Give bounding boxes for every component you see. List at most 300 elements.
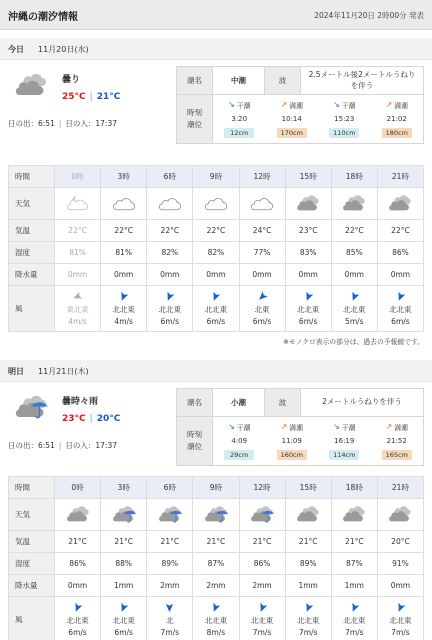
hour-cell bbox=[101, 477, 147, 499]
wind-speed: 7m/s bbox=[160, 628, 180, 637]
humidity-value: 88% bbox=[115, 559, 133, 568]
arrow-down-right-icon: ↘ bbox=[333, 100, 340, 110]
precipitation-cell bbox=[331, 575, 377, 597]
tide-event bbox=[318, 95, 371, 143]
day-label: 今日 bbox=[8, 45, 24, 54]
row-label bbox=[9, 242, 55, 264]
wind-cell bbox=[377, 597, 423, 640]
hour-cell bbox=[331, 166, 377, 188]
row-label-text: 天気 bbox=[15, 510, 30, 519]
cloud-outline-icon bbox=[101, 194, 146, 214]
precipitation-value: 0mm bbox=[252, 270, 272, 279]
wind-direction: 北東 bbox=[254, 305, 270, 314]
precipitation-value: 2mm bbox=[252, 581, 272, 590]
tide-time: 21:02 bbox=[386, 114, 407, 123]
temperature-value: 21°C bbox=[114, 537, 133, 546]
tide-event bbox=[318, 417, 371, 465]
wind-speed: 7m/s bbox=[391, 628, 410, 637]
tide-name-text: 小潮 bbox=[231, 398, 246, 407]
hour-cell bbox=[147, 477, 193, 499]
tide-time: 11:09 bbox=[281, 436, 302, 445]
wind-arrow-icon bbox=[72, 602, 83, 613]
wind-cell bbox=[193, 286, 239, 332]
wind-cell bbox=[101, 597, 147, 640]
hour-value: 6時 bbox=[163, 172, 176, 181]
humidity-cell bbox=[377, 242, 423, 264]
humidity-cell bbox=[331, 553, 377, 575]
wind-arrow-icon bbox=[118, 602, 129, 613]
tide-time: 21:52 bbox=[386, 436, 407, 445]
wind-direction: 北北東 bbox=[389, 616, 412, 625]
wave-label-text: 波 bbox=[278, 76, 287, 85]
wind-direction: 北北東 bbox=[296, 305, 320, 314]
row-precipitation bbox=[9, 264, 424, 286]
day-weather-name: 曇時々雨 bbox=[62, 397, 99, 407]
row-label-text: 降水量 bbox=[15, 270, 38, 279]
temperature-cell bbox=[239, 220, 285, 242]
temperature-value: 22°C bbox=[68, 226, 87, 235]
wave-label bbox=[265, 67, 301, 95]
wind-speed: 7m/s bbox=[298, 628, 318, 637]
humidity-value: 81% bbox=[69, 248, 86, 257]
low-temp: 20°C bbox=[96, 414, 121, 424]
humidity-value: 83% bbox=[299, 248, 317, 257]
hour-value: 6時 bbox=[163, 483, 176, 492]
arrow-down-right-icon: ↘ bbox=[333, 422, 340, 432]
precipitation-cell bbox=[239, 575, 285, 597]
temperature-value: 22°C bbox=[391, 226, 410, 235]
arrow-up-right-icon: ↗ bbox=[385, 422, 393, 432]
wind-arrow-icon bbox=[257, 602, 268, 613]
hour-value: 0時 bbox=[71, 172, 84, 181]
weather-cell bbox=[331, 499, 377, 531]
humidity-cell bbox=[377, 553, 423, 575]
sun-separator: | bbox=[58, 441, 62, 450]
row-label bbox=[9, 220, 55, 242]
precipitation-cell bbox=[101, 575, 147, 597]
row-wind bbox=[9, 286, 424, 332]
wave-label bbox=[265, 389, 301, 417]
temperature-cell bbox=[331, 531, 377, 553]
hour-cell bbox=[377, 477, 423, 499]
wind-arrow-icon bbox=[118, 291, 129, 302]
wind-arrow-icon bbox=[349, 602, 360, 613]
wind-arrow-icon bbox=[349, 291, 360, 302]
precipitation-value: 0mm bbox=[206, 270, 226, 279]
wind-cell bbox=[147, 597, 193, 640]
temperature-cell bbox=[377, 220, 423, 242]
temperature-cell bbox=[239, 531, 285, 553]
wind-cell bbox=[239, 286, 285, 332]
hour-cell bbox=[377, 166, 423, 188]
title-bar bbox=[0, 0, 432, 30]
cloud-outline-icon bbox=[193, 194, 238, 214]
humidity-cell bbox=[285, 242, 331, 264]
weather-cell bbox=[193, 499, 239, 531]
temp-separator: | bbox=[89, 414, 93, 424]
temperature-cell bbox=[285, 531, 331, 553]
wave-label-text: 波 bbox=[278, 398, 287, 407]
issued-timestamp: 2024年11月20日 2時00分 発表 bbox=[314, 11, 424, 20]
temperature-value: 23°C bbox=[298, 226, 318, 235]
tide-time: 16:19 bbox=[334, 436, 355, 445]
tide-type bbox=[386, 100, 408, 110]
arrow-up-right-icon: ↗ bbox=[280, 100, 288, 110]
wind-arrow-icon bbox=[164, 291, 175, 302]
humidity-cell bbox=[101, 242, 147, 264]
humidity-cell bbox=[193, 242, 239, 264]
tide-event bbox=[213, 417, 266, 465]
tide-time-level-label bbox=[177, 417, 213, 466]
humidity-cell bbox=[331, 242, 377, 264]
humidity-value: 89% bbox=[299, 559, 317, 568]
wind-direction: 北北東 bbox=[296, 616, 320, 625]
weather-cell bbox=[239, 499, 285, 531]
cloud-moon-icon bbox=[55, 194, 100, 214]
hour-value: 18時 bbox=[345, 172, 363, 181]
humidity-value: 82% bbox=[207, 248, 225, 257]
sunset-label: 日の入： bbox=[65, 119, 96, 128]
tide-level: 160cm bbox=[277, 450, 307, 460]
wind-cell bbox=[55, 286, 101, 332]
wave-value bbox=[301, 67, 424, 95]
tide-name-label-text: 潮名 bbox=[187, 76, 202, 85]
precipitation-cell bbox=[55, 264, 101, 286]
tide-type bbox=[228, 422, 250, 432]
hour-cell bbox=[239, 477, 285, 499]
wind-cell bbox=[331, 597, 377, 640]
wind-speed: 7m/s bbox=[345, 628, 364, 637]
page-title: 沖縄の潮汐情報 bbox=[8, 12, 78, 23]
temperature-cell bbox=[55, 220, 101, 242]
humidity-cell bbox=[239, 553, 285, 575]
tide-event bbox=[371, 95, 424, 143]
arrow-down-right-icon: ↘ bbox=[228, 422, 235, 432]
tide-level: 114cm bbox=[329, 450, 359, 460]
high-temp: 25°C bbox=[62, 92, 86, 102]
humidity-value: 91% bbox=[392, 559, 409, 568]
tide-type-text: 満潮 bbox=[394, 423, 408, 432]
hour-cell bbox=[193, 477, 239, 499]
temperature-value: 21°C bbox=[298, 537, 318, 546]
row-label bbox=[9, 499, 55, 531]
temperature-value: 21°C bbox=[160, 537, 180, 546]
humidity-value: 87% bbox=[345, 559, 363, 568]
wind-direction: 東北東 bbox=[66, 305, 89, 314]
day-label: 明日 bbox=[8, 367, 24, 376]
temperature-value: 21°C bbox=[68, 537, 87, 546]
temperature-value: 21°C bbox=[252, 537, 272, 546]
precipitation-cell bbox=[377, 575, 423, 597]
humidity-cell bbox=[147, 553, 193, 575]
tide-level: 110cm bbox=[329, 128, 359, 138]
cloud-umbrella-icon bbox=[193, 505, 238, 525]
sunset-time: 17:37 bbox=[95, 119, 117, 128]
weather-cell bbox=[55, 188, 101, 220]
wind-speed: 6m/s bbox=[68, 628, 87, 637]
cloud-heavy-icon bbox=[378, 194, 423, 214]
wave-value bbox=[301, 389, 424, 417]
wind-direction: 北北東 bbox=[158, 305, 182, 314]
hour-value: 3時 bbox=[117, 172, 130, 181]
cloud-heavy-icon bbox=[286, 505, 331, 525]
row-temperature bbox=[9, 220, 424, 242]
wind-arrow-icon bbox=[303, 602, 314, 613]
tide-type bbox=[386, 422, 408, 432]
tide-name-text: 中潮 bbox=[231, 76, 246, 85]
precipitation-cell bbox=[331, 264, 377, 286]
precipitation-value: 0mm bbox=[298, 270, 318, 279]
wind-cell bbox=[147, 286, 193, 332]
wind-arrow-icon bbox=[257, 291, 268, 302]
hour-cell bbox=[239, 166, 285, 188]
precipitation-cell bbox=[377, 264, 423, 286]
tide-type-text: 干潮 bbox=[341, 101, 356, 110]
tide-name-label bbox=[177, 389, 213, 417]
row-label bbox=[9, 188, 55, 220]
tide-level: 180cm bbox=[382, 128, 412, 138]
row-label bbox=[9, 575, 55, 597]
wind-direction: 北北東 bbox=[204, 616, 228, 625]
precipitation-cell bbox=[101, 264, 147, 286]
hour-value: 15時 bbox=[299, 172, 317, 181]
row-label-text: 風 bbox=[15, 615, 23, 624]
humidity-value: 85% bbox=[345, 248, 363, 257]
row-label-text: 湿度 bbox=[15, 559, 30, 568]
wind-speed: 7m/s bbox=[252, 628, 272, 637]
precipitation-cell bbox=[239, 264, 285, 286]
arrow-down-right-icon: ↘ bbox=[228, 100, 235, 110]
tide-type bbox=[281, 422, 303, 432]
humidity-value: 89% bbox=[161, 559, 179, 568]
wind-speed: 6m/s bbox=[160, 317, 180, 326]
wind-cell bbox=[285, 597, 331, 640]
temperature-value: 22°C bbox=[160, 226, 180, 235]
hour-cell bbox=[147, 166, 193, 188]
row-label-text: 気温 bbox=[15, 226, 30, 235]
row-precipitation bbox=[9, 575, 424, 597]
tide-event bbox=[213, 95, 266, 143]
wind-speed: 4m/s bbox=[114, 317, 133, 326]
cloud-umbrella-icon bbox=[101, 505, 146, 525]
tide-event bbox=[371, 417, 424, 465]
humidity-cell bbox=[55, 242, 101, 264]
cloud-umbrella-icon bbox=[240, 505, 285, 525]
temperature-cell bbox=[147, 531, 193, 553]
wind-arrow-icon bbox=[303, 291, 314, 302]
precipitation-value: 0mm bbox=[160, 270, 180, 279]
temperature-cell bbox=[285, 220, 331, 242]
row-hour bbox=[9, 166, 424, 188]
temperature-cell bbox=[377, 531, 423, 553]
tide-time-label: 時刻 bbox=[187, 430, 202, 439]
precipitation-cell bbox=[193, 575, 239, 597]
past-forecast-note: ※モノクロ表示の部分は、過去の予報値です。 bbox=[283, 338, 424, 346]
temperature-value: 21°C bbox=[345, 537, 364, 546]
humidity-cell bbox=[55, 553, 101, 575]
precipitation-value: 1mm bbox=[344, 581, 364, 590]
row-wind bbox=[9, 597, 424, 640]
hour-cell bbox=[331, 477, 377, 499]
cloud-heavy-icon bbox=[332, 194, 377, 214]
wind-arrow-icon bbox=[395, 602, 406, 613]
hour-value: 9時 bbox=[209, 172, 223, 181]
tide-type-text: 干潮 bbox=[341, 423, 356, 432]
tide-level-label: 潮位 bbox=[187, 442, 202, 451]
cloud-heavy-icon bbox=[332, 505, 377, 525]
temperature-cell bbox=[193, 531, 239, 553]
weather-cell bbox=[147, 188, 193, 220]
weather-cell bbox=[285, 499, 331, 531]
day-temperatures bbox=[62, 414, 120, 424]
weather-cell bbox=[239, 188, 285, 220]
weather-cell bbox=[147, 499, 193, 531]
hour-cell bbox=[101, 166, 147, 188]
wind-direction: 北北東 bbox=[343, 616, 366, 625]
cloud-outline-icon bbox=[147, 194, 192, 214]
day-weather-icon bbox=[14, 394, 46, 422]
cloud-heavy-icon bbox=[55, 505, 100, 525]
sunrise-time: 6:51 bbox=[38, 441, 55, 450]
precipitation-value: 0mm bbox=[67, 581, 88, 590]
wind-direction: 北北東 bbox=[112, 616, 135, 625]
sun-times bbox=[8, 440, 117, 451]
wind-speed: 6m/s bbox=[391, 317, 410, 326]
hourly-forecast-table bbox=[8, 476, 424, 640]
temperature-value: 22°C bbox=[206, 226, 226, 235]
row-label bbox=[9, 531, 55, 553]
humidity-value: 81% bbox=[115, 248, 133, 257]
temperature-cell bbox=[147, 220, 193, 242]
precipitation-value: 0mm bbox=[67, 270, 88, 279]
temperature-value: 24°C bbox=[252, 226, 272, 235]
hour-value: 12時 bbox=[253, 172, 271, 181]
weather-cell bbox=[55, 499, 101, 531]
sunrise-label: 日の出： bbox=[8, 119, 38, 128]
humidity-value: 86% bbox=[69, 559, 86, 568]
hour-cell bbox=[55, 477, 101, 499]
weather-cell bbox=[101, 188, 147, 220]
precipitation-cell bbox=[285, 264, 331, 286]
wind-arrow-icon bbox=[210, 602, 221, 613]
row-label bbox=[9, 166, 55, 188]
hour-value: 3時 bbox=[117, 483, 130, 492]
tide-type-text: 満潮 bbox=[289, 423, 303, 432]
tide-name-value bbox=[213, 389, 265, 417]
wind-arrow-icon bbox=[210, 291, 221, 302]
wind-arrow-icon bbox=[395, 291, 406, 302]
sun-times bbox=[8, 118, 117, 129]
sunset-label: 日の入： bbox=[65, 441, 96, 450]
temperature-value: 22°C bbox=[114, 226, 133, 235]
tide-type-text: 干潮 bbox=[236, 101, 251, 110]
wind-direction: 北北東 bbox=[112, 305, 135, 314]
tide-name-value bbox=[213, 67, 265, 95]
temperature-value: 21°C bbox=[206, 537, 226, 546]
wind-speed: 6m/s bbox=[252, 317, 272, 326]
row-hour bbox=[9, 477, 424, 499]
tide-time-level-label bbox=[177, 95, 213, 144]
humidity-value: 86% bbox=[392, 248, 409, 257]
tide-time: 10:14 bbox=[281, 114, 302, 123]
tide-event bbox=[266, 95, 319, 143]
wind-cell bbox=[331, 286, 377, 332]
high-temp: 23°C bbox=[62, 414, 86, 424]
wind-speed: 6m/s bbox=[206, 317, 226, 326]
day-temperatures bbox=[62, 92, 120, 102]
wind-cell bbox=[55, 597, 101, 640]
wind-direction: 北北東 bbox=[343, 305, 366, 314]
sunrise-label: 日の出： bbox=[8, 441, 38, 450]
wind-cell bbox=[239, 597, 285, 640]
precipitation-cell bbox=[193, 264, 239, 286]
day-header bbox=[0, 360, 432, 382]
cloud-heavy-icon bbox=[286, 194, 331, 214]
humidity-cell bbox=[285, 553, 331, 575]
temperature-cell bbox=[101, 220, 147, 242]
arrow-up-right-icon: ↗ bbox=[385, 100, 393, 110]
wind-direction: 北北東 bbox=[389, 305, 412, 314]
tide-name-label-text: 潮名 bbox=[187, 398, 202, 407]
hour-value: 21時 bbox=[391, 483, 409, 492]
precipitation-cell bbox=[55, 575, 101, 597]
row-label bbox=[9, 264, 55, 286]
precipitation-value: 1mm bbox=[298, 581, 318, 590]
tide-level: 29cm bbox=[224, 450, 254, 460]
sunset-time: 17:37 bbox=[95, 441, 117, 450]
tide-type-text: 干潮 bbox=[236, 423, 251, 432]
tide-events bbox=[213, 95, 424, 144]
wind-arrow-icon bbox=[72, 291, 83, 302]
row-temperature bbox=[9, 531, 424, 553]
day-date: 11月21日(木) bbox=[38, 367, 89, 376]
row-label bbox=[9, 553, 55, 575]
humidity-value: 86% bbox=[253, 559, 271, 568]
temperature-value: 22°C bbox=[345, 226, 364, 235]
humidity-cell bbox=[147, 242, 193, 264]
weather-cell bbox=[377, 499, 423, 531]
tide-type bbox=[281, 100, 303, 110]
temperature-cell bbox=[55, 531, 101, 553]
hour-cell bbox=[285, 477, 331, 499]
day-date: 11月20日(水) bbox=[38, 45, 89, 54]
tide-table bbox=[176, 66, 424, 144]
humidity-value: 87% bbox=[207, 559, 225, 568]
precipitation-cell bbox=[147, 575, 193, 597]
row-label-text: 降水量 bbox=[15, 581, 38, 590]
row-weather bbox=[9, 499, 424, 531]
hour-cell bbox=[55, 166, 101, 188]
humidity-value: 82% bbox=[161, 248, 179, 257]
hour-value: 12時 bbox=[253, 483, 271, 492]
arrow-up-right-icon: ↗ bbox=[280, 422, 288, 432]
wind-cell bbox=[101, 286, 147, 332]
row-label bbox=[9, 597, 55, 640]
row-label-text: 風 bbox=[15, 304, 23, 313]
row-label-text: 天気 bbox=[15, 199, 30, 208]
hour-value: 0時 bbox=[71, 483, 84, 492]
wind-cell bbox=[193, 597, 239, 640]
tide-level: 165cm bbox=[382, 450, 412, 460]
temp-separator: | bbox=[89, 92, 93, 102]
day-weather-icon bbox=[14, 72, 46, 100]
precipitation-value: 2mm bbox=[160, 581, 180, 590]
temperature-cell bbox=[101, 531, 147, 553]
hour-value: 15時 bbox=[299, 483, 317, 492]
tide-type-text: 満潮 bbox=[289, 101, 303, 110]
precipitation-cell bbox=[147, 264, 193, 286]
precipitation-value: 0mm bbox=[113, 270, 134, 279]
